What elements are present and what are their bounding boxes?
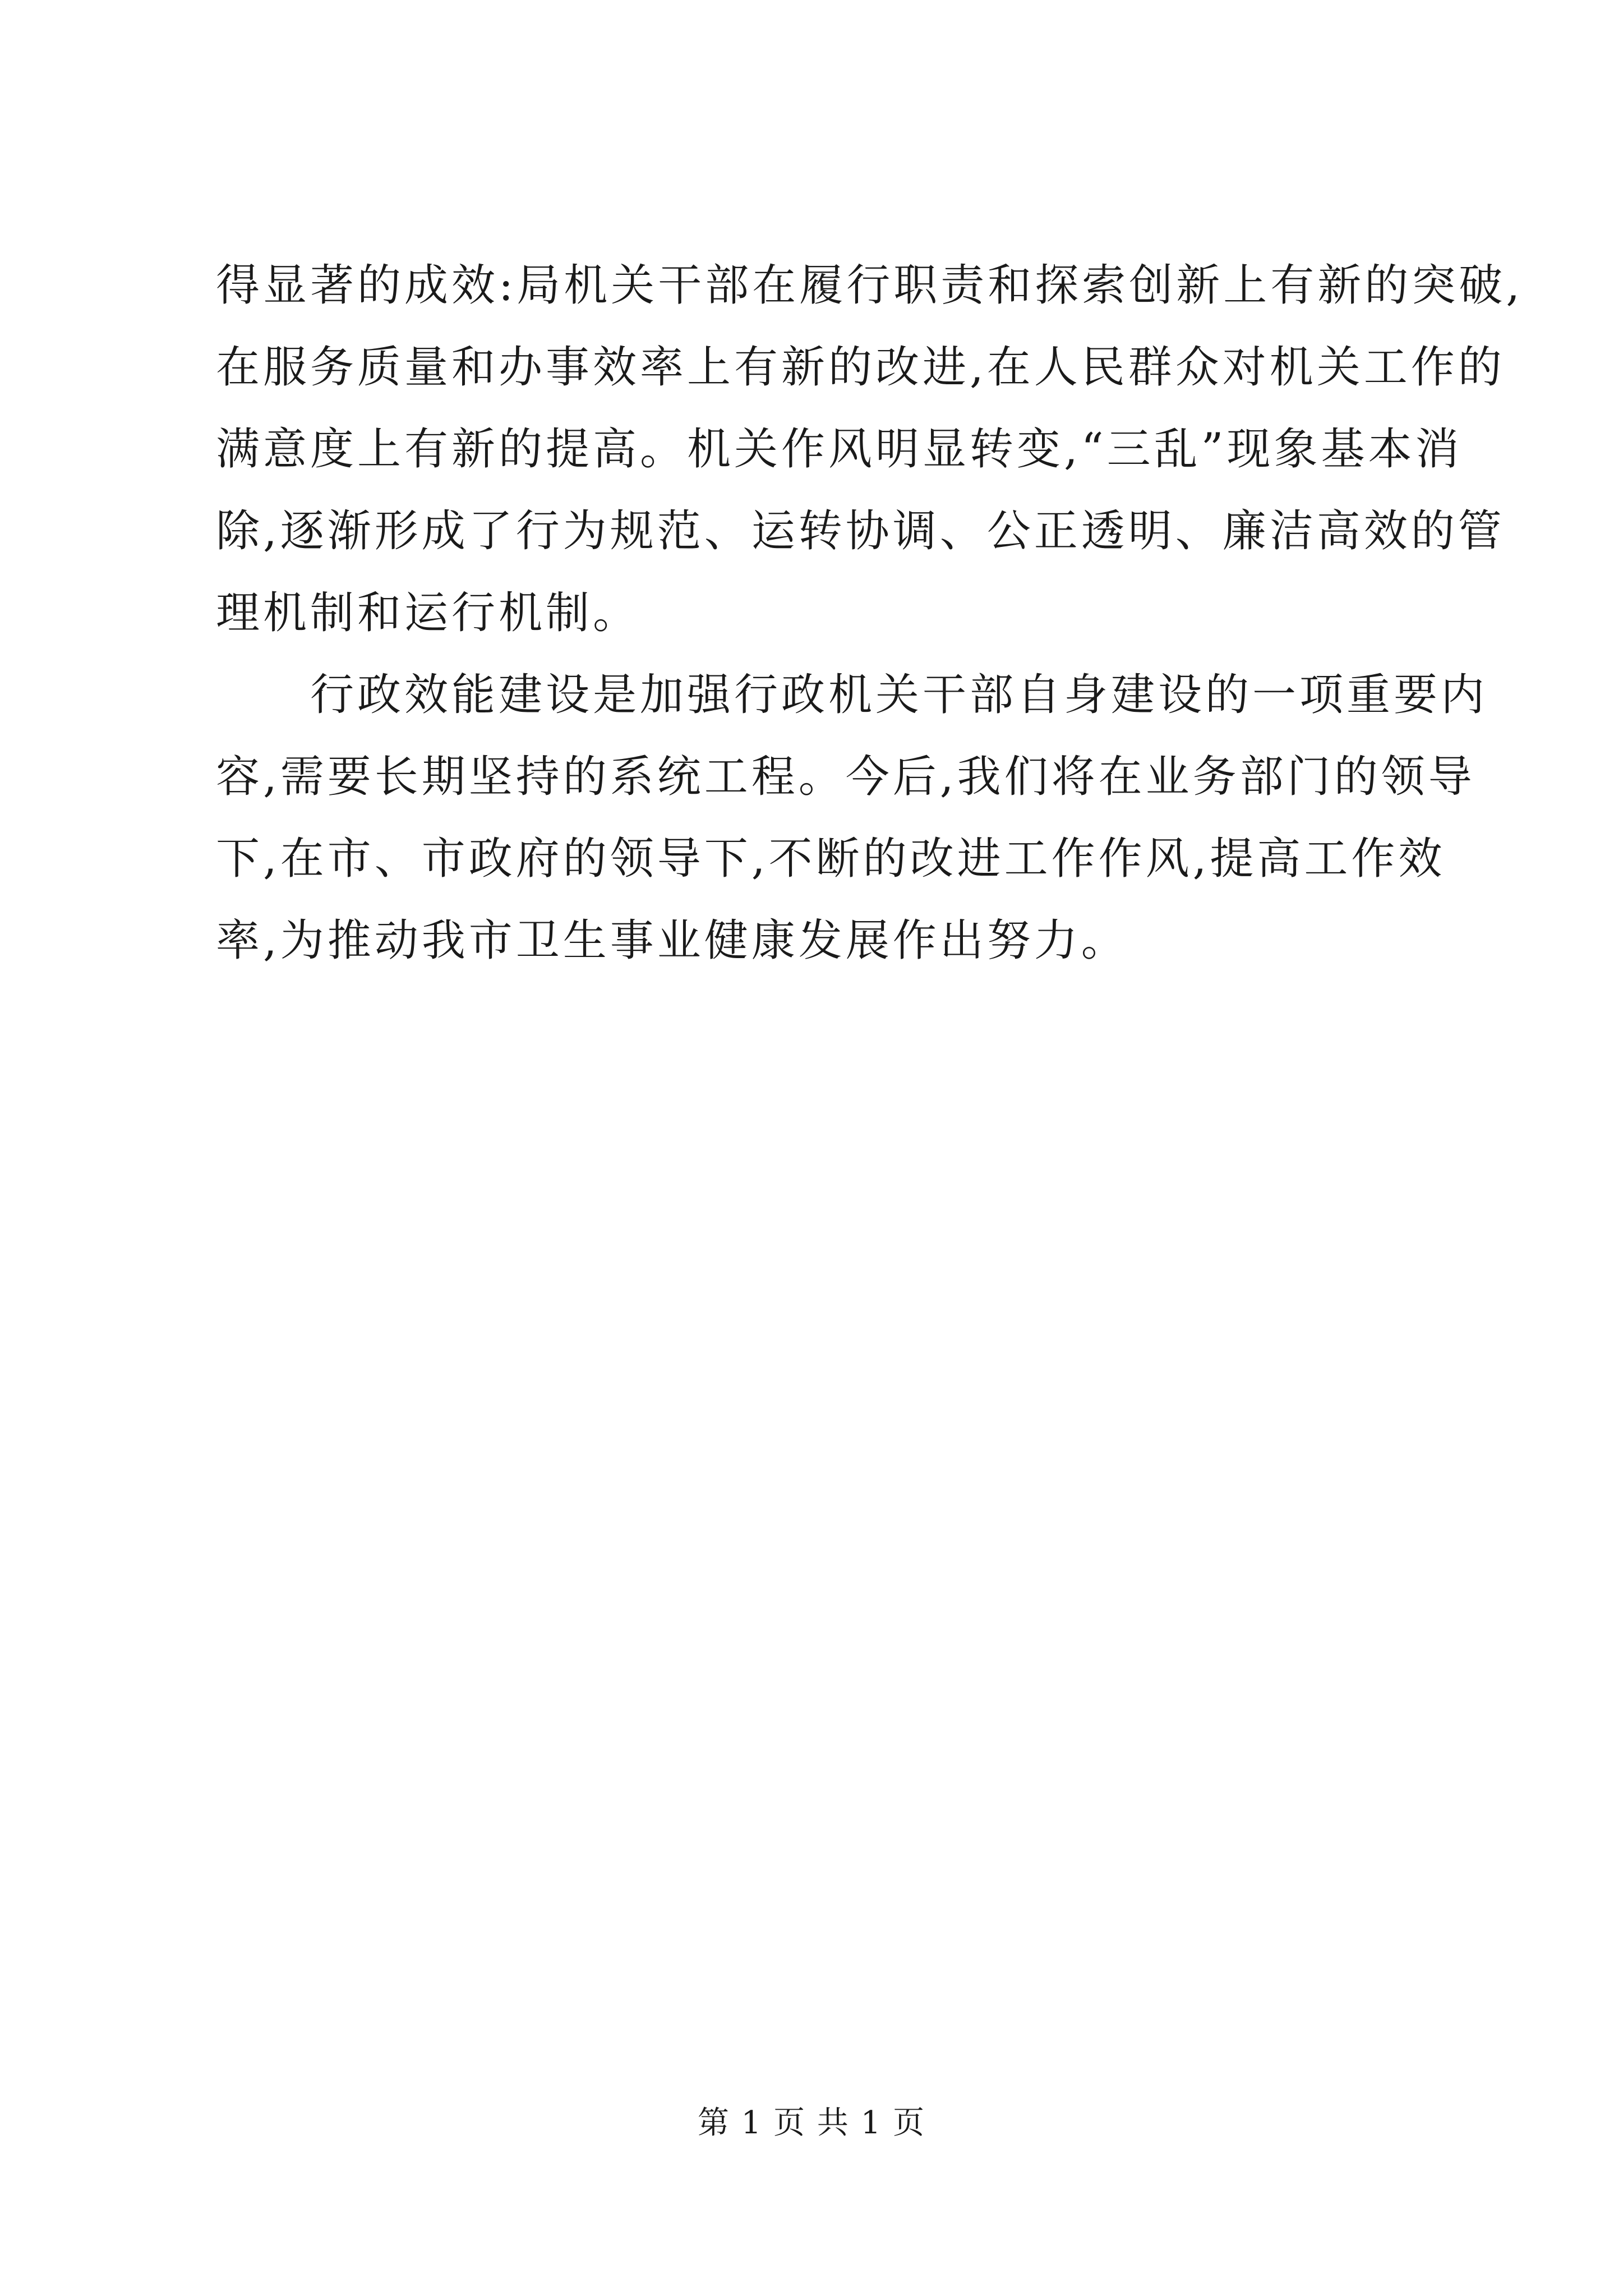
text-line: 得显著的成效:局机关干部在履行职责和探索创新上有新的突破, xyxy=(216,260,1524,311)
paragraph-conclusion xyxy=(216,665,1488,971)
text-line: 理机制和运行机制。 xyxy=(216,588,640,638)
text-line: 行政效能建设是加强行政机关干部自身建设的一项重要内 xyxy=(310,670,1488,720)
paragraph-continuation xyxy=(216,255,1524,643)
text-line: 在服务质量和办事效率上有新的改进,在人民群众对机关工作的 xyxy=(216,342,1505,393)
text-line: 率,为推动我市卫生事业健康发展作出努力。 xyxy=(216,915,1128,966)
text-line: 除,逐渐形成了行为规范、运转协调、公正透明、廉洁高效的管 xyxy=(216,506,1505,556)
page-number-footer: 第 1 页 共 1 页 xyxy=(697,2105,926,2141)
text-line: 满意度上有新的提高。机关作风明显转变,“三乱”现象基本消 xyxy=(216,424,1463,475)
document-body xyxy=(216,255,1524,992)
text-line: 容,需要长期坚持的系统工程。今后,我们将在业务部门的领导 xyxy=(216,752,1476,802)
text-line: 下,在市、市政府的领导下,不断的改进工作作风,提高工作效 xyxy=(216,834,1446,884)
